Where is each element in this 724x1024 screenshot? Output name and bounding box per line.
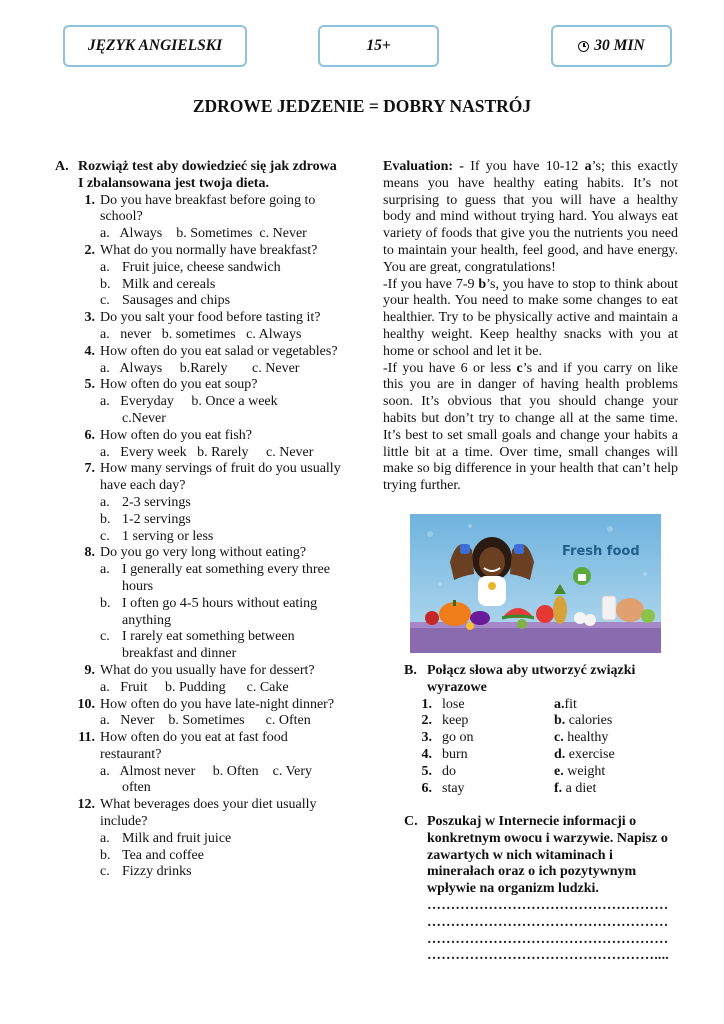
pair-number: 6.	[421, 780, 432, 796]
question-number: 11.	[78, 730, 95, 746]
option-letter: b.	[100, 847, 111, 863]
word-pair	[404, 781, 680, 798]
option-text: Fizzy drinks	[122, 864, 192, 880]
answer-line[interactable]: ……………………………………………	[427, 931, 669, 947]
section-a	[55, 159, 345, 881]
eval-text: ’s; this exactly means you have healthy eating habits. It’s not surprising to guess that you will have a healthy body and mind without trying hard. You always eat variety of foods that give you the nutrients you need to maintain your health, feel good, and have energy. You are great, congratulations!	[383, 159, 678, 275]
option-letter: b.	[100, 511, 111, 527]
pair-match-word: fit	[564, 696, 577, 712]
pair-match-word: a diet	[562, 780, 597, 796]
section-a-heading	[55, 159, 345, 193]
eval-text: ’s, you have to stop to think about your health. You need to make some changes to eat healthier. Try to be physically active and maintain a healthy weight. Keep healthy snacks with you at home or school and let it be.	[383, 276, 679, 359]
question	[55, 697, 345, 714]
age-box	[318, 25, 439, 67]
answer-line[interactable]: ……………………………………………	[427, 914, 669, 930]
answer-options: a. never b. sometimes c. Always	[100, 326, 302, 342]
page-title: ZDROWE JEDZENIE = DOBRY NASTRÓJ	[192, 96, 532, 116]
pair-match	[554, 764, 605, 781]
question-number: 4.	[84, 343, 95, 359]
pair-word: keep	[442, 713, 469, 729]
question-text: What do you normally have breakfast?	[100, 242, 318, 258]
section-b-heading	[404, 663, 680, 697]
answer-option	[55, 293, 345, 310]
section-b-letter: B.	[404, 663, 417, 678]
question-number: 7.	[84, 461, 95, 477]
time-label: 30 MIN	[594, 36, 645, 54]
section-a-instruction: Rozwiąż test aby dowiedzieć się jak zdrowa I zbalansowana jest twoja dieta.	[78, 159, 337, 191]
evaluation	[383, 159, 678, 495]
option-letter: a.	[100, 562, 110, 578]
answer-option	[55, 629, 345, 663]
answer-option	[55, 596, 345, 630]
evaluation-para-1	[383, 159, 678, 277]
option-letter: a.	[100, 830, 110, 846]
word-pair	[404, 764, 680, 781]
question	[55, 243, 345, 260]
answer-option	[55, 529, 345, 546]
question	[55, 428, 345, 445]
question-text: What beverages does your diet usually include?	[100, 797, 317, 830]
pair-match	[554, 747, 615, 764]
question	[55, 377, 345, 394]
evaluation-para-3	[383, 361, 678, 495]
word-pair-list	[404, 697, 680, 798]
section-c-instruction: Poszukaj w Internecie informacji o konkretnym owocu i warzywie. Napisz o zawartych w nich witaminach i minerałach oraz o ich pozytywnym wpływie na organizm ludzki.	[427, 814, 668, 897]
option-letter: c.	[100, 629, 110, 645]
word-pair	[404, 747, 680, 764]
answer-option	[55, 864, 345, 881]
subject-box	[63, 25, 247, 67]
question	[55, 797, 345, 831]
word-pair	[404, 730, 680, 747]
option-letter: a.	[100, 494, 110, 510]
section-a-letter: A.	[55, 159, 69, 174]
pair-word: do	[442, 763, 456, 779]
pair-letter: f.	[554, 780, 563, 796]
question-text: How often do you eat at fast food restaurant?	[100, 730, 288, 762]
pair-letter: e.	[554, 763, 564, 779]
option-text: Fruit juice, cheese sandwich	[122, 259, 281, 275]
answer-options: a. Almost never b. Often c. Very	[100, 763, 313, 779]
fresh-food-illustration	[410, 514, 661, 653]
option-text: Milk and fruit juice	[122, 830, 232, 846]
answer-options: a. Never b. Sometimes c. Often	[100, 713, 311, 729]
answer-options: a. Everyday b. Once a week	[100, 394, 278, 410]
subject-label: JĘZYK ANGIELSKI	[87, 36, 223, 54]
section-b	[404, 663, 680, 797]
question-text: How often do you have late-night dinner?	[100, 696, 335, 712]
option-text: 2-3 servings	[122, 494, 191, 510]
answer-option	[55, 512, 345, 529]
question-text: What do you usually have for dessert?	[100, 662, 315, 678]
question-text: Do you have breakfast before going to school?	[100, 192, 316, 225]
eval-text: -If you have 6 or less	[383, 360, 517, 376]
question	[55, 461, 345, 495]
pair-letter: b.	[554, 713, 566, 729]
option-text: Sausages and chips	[122, 293, 231, 309]
question-number: 3.	[84, 310, 95, 326]
answer-options: a. Always b. Sometimes c. Never	[100, 226, 307, 242]
question-list	[55, 193, 345, 882]
question-text: Do you go very long without eating?	[100, 545, 307, 561]
option-text: 1-2 servings	[122, 511, 191, 527]
option-text: 1 serving or less	[122, 528, 214, 544]
question-text: How often do you eat salad or vegetables?	[100, 343, 338, 359]
pair-number: 1.	[421, 696, 432, 712]
question-text: How often do you eat soup?	[100, 377, 258, 393]
answer-option	[55, 848, 345, 865]
answer-option-continued: often	[122, 780, 151, 796]
section-b-instruction: Połącz słowa aby utworzyć związki wyrazowe	[427, 663, 636, 695]
pair-word: burn	[442, 746, 468, 762]
pair-word: lose	[442, 696, 465, 712]
pair-number: 5.	[421, 763, 432, 779]
pair-letter: d.	[554, 746, 566, 762]
answer-option	[55, 831, 345, 848]
word-pair	[404, 697, 680, 714]
option-text: I rarely eat something between breakfast and dinner	[122, 629, 295, 662]
section-c-heading	[404, 814, 680, 898]
answer-options: a. Every week b. Rarely c. Never	[100, 444, 314, 460]
question	[55, 310, 345, 327]
eval-text: If you have 10-12	[463, 159, 585, 174]
answer-options: a. Fruit b. Pudding c. Cake	[100, 679, 289, 695]
eval-letter: b	[478, 276, 487, 292]
question-number: 8.	[84, 545, 95, 561]
evaluation-label: Evaluation: -	[383, 159, 464, 174]
answer-line[interactable]: …………………………………………....	[427, 948, 669, 964]
word-pair	[404, 713, 680, 730]
section-c-letter: C.	[404, 814, 418, 829]
section-c	[404, 814, 680, 965]
question-number: 5.	[84, 377, 95, 393]
option-text: I generally eat something every three hours	[122, 562, 330, 594]
pair-match	[554, 697, 577, 714]
pair-match	[554, 781, 596, 798]
answer-option	[55, 260, 345, 277]
pair-letter: a.	[554, 696, 565, 712]
question-number: 1.	[84, 192, 95, 208]
pair-match	[554, 730, 608, 747]
pair-number: 3.	[421, 730, 432, 746]
option-text: Tea and coffee	[122, 847, 204, 863]
age-label: 15+	[366, 36, 391, 54]
eval-text: -If you have 7-9	[383, 276, 479, 292]
question-text: How many servings of fruit do you usually have each day?	[100, 461, 341, 494]
answer-option-continued: c.Never	[122, 410, 166, 426]
answer-lines	[404, 898, 680, 965]
pair-match-word: calories	[565, 713, 613, 729]
option-letter: b.	[100, 595, 111, 611]
thumbs-up-icon	[573, 567, 591, 585]
eval-letter: c	[516, 360, 523, 376]
time-box	[551, 25, 672, 67]
pair-match	[554, 713, 612, 730]
question-number: 9.	[84, 662, 95, 678]
pair-match-word: exercise	[565, 746, 615, 762]
answer-option	[55, 562, 345, 596]
pair-number: 4.	[421, 746, 432, 762]
question-number: 12.	[77, 797, 95, 813]
question-number: 10.	[77, 696, 95, 712]
option-letter: c.	[100, 528, 110, 544]
question	[55, 663, 345, 680]
pair-match-word: weight	[563, 763, 606, 779]
option-text: Milk and cereals	[122, 276, 216, 292]
question	[55, 344, 345, 361]
option-text: I often go 4-5 hours without eating anything	[122, 595, 318, 628]
evaluation-para-2	[383, 277, 678, 361]
clock-icon	[578, 41, 589, 52]
answer-option	[55, 277, 345, 294]
pair-match-word: healthy	[563, 730, 609, 746]
option-letter: c.	[100, 864, 110, 880]
question-number: 2.	[84, 242, 95, 258]
answer-line[interactable]: ……………………………………………	[427, 897, 669, 913]
answer-options: a. Always b.Rarely c. Never	[100, 360, 300, 376]
pair-word: go on	[442, 730, 474, 746]
question	[55, 545, 345, 562]
pair-number: 2.	[421, 713, 432, 729]
option-letter: c.	[100, 293, 110, 309]
question-text: Do you salt your food before tasting it?	[100, 310, 321, 326]
answer-option	[55, 495, 345, 512]
option-letter: b.	[100, 276, 111, 292]
option-letter: a.	[100, 259, 110, 275]
pair-letter: c.	[554, 730, 564, 746]
question	[55, 193, 345, 227]
image-caption: Fresh food	[562, 544, 640, 559]
pair-word: stay	[442, 780, 465, 796]
question-text: How often do you eat fish?	[100, 427, 253, 443]
eval-text: ’s and if you carry on like this you are in danger of having health problems soon. It’s obvious that you should change your habits but don’t try to change all at the same time. It’s best to set small goals and change your habits a little bit at a time. Over time, small changes will make so big difference in your health that can’t help trying further.	[383, 360, 678, 494]
eval-letter: a	[584, 159, 592, 174]
question-number: 6.	[84, 427, 95, 443]
question	[55, 730, 345, 764]
